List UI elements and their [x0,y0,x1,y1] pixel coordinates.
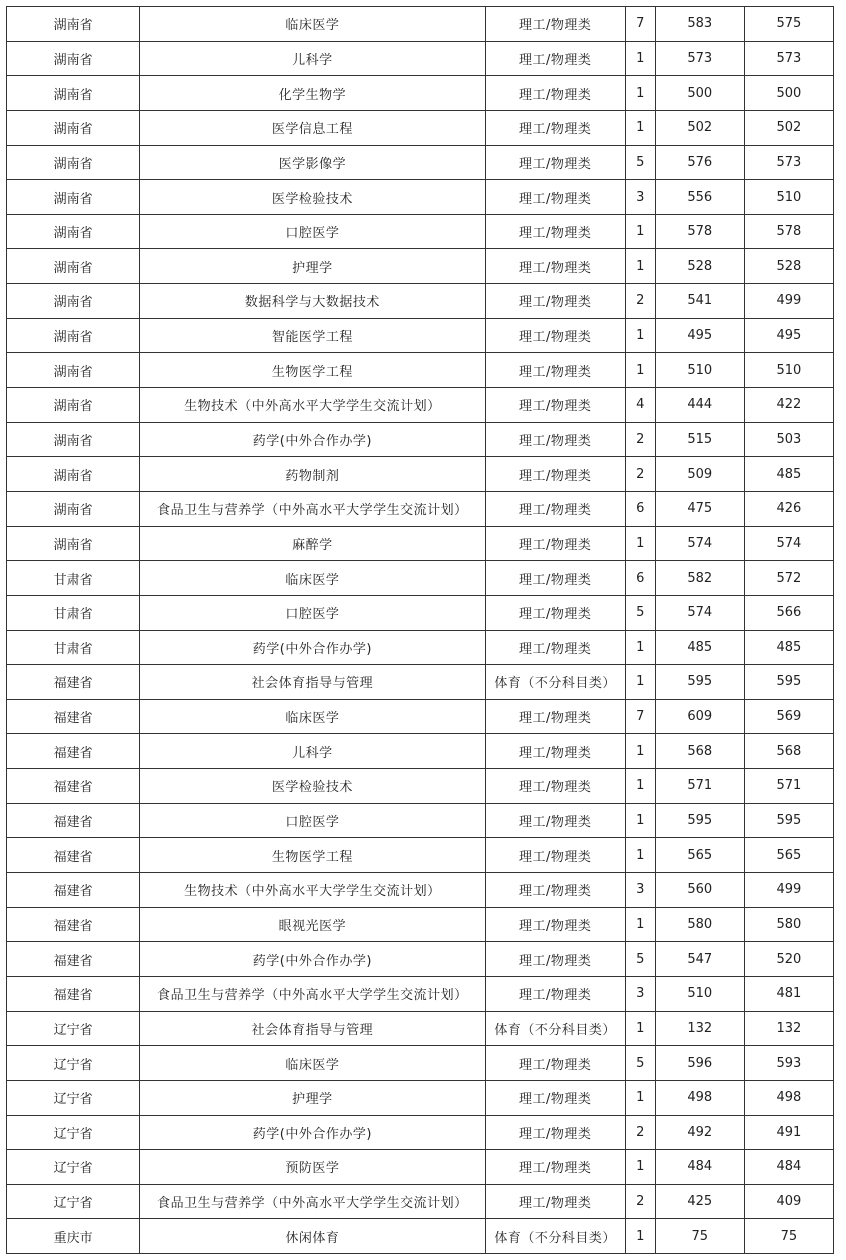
min-score-cell: 575 [744,7,833,42]
province-cell: 湖南省 [7,76,140,111]
major-cell: 口腔医学 [140,803,485,838]
enrolled-count-cell: 5 [625,942,655,977]
major-cell: 药学(中外合作办学) [140,1115,485,1150]
table-row [7,769,834,804]
enrolled-count-cell: 1 [625,665,655,700]
category-cell: 理工/物理类 [485,803,625,838]
enrolled-count-cell: 1 [625,803,655,838]
category-cell: 理工/物理类 [485,561,625,596]
max-score-cell: 556 [655,180,744,215]
major-cell: 化学生物学 [140,76,485,111]
admission-scores-table [6,6,834,1254]
enrolled-count-cell: 1 [625,734,655,769]
max-score-cell: 574 [655,526,744,561]
major-cell: 医学影像学 [140,145,485,180]
max-score-cell: 560 [655,873,744,908]
max-score-cell: 484 [655,1150,744,1185]
table-row [7,630,834,665]
table-row [7,41,834,76]
min-score-cell: 503 [744,422,833,457]
table-row [7,803,834,838]
max-score-cell: 515 [655,422,744,457]
major-cell: 临床医学 [140,1046,485,1081]
major-cell: 生物医学工程 [140,353,485,388]
province-cell: 辽宁省 [7,1115,140,1150]
min-score-cell: 510 [744,353,833,388]
category-cell: 理工/物理类 [485,180,625,215]
min-score-cell: 574 [744,526,833,561]
min-score-cell: 75 [744,1219,833,1254]
province-cell: 湖南省 [7,526,140,561]
max-score-cell: 485 [655,630,744,665]
max-score-cell: 510 [655,353,744,388]
major-cell: 休闲体育 [140,1219,485,1254]
min-score-cell: 565 [744,838,833,873]
category-cell: 理工/物理类 [485,838,625,873]
category-cell: 理工/物理类 [485,110,625,145]
province-cell: 湖南省 [7,7,140,42]
category-cell: 理工/物理类 [485,1046,625,1081]
max-score-cell: 541 [655,284,744,319]
category-cell: 理工/物理类 [485,7,625,42]
province-cell: 福建省 [7,734,140,769]
category-cell: 理工/物理类 [485,907,625,942]
province-cell: 湖南省 [7,41,140,76]
province-cell: 福建省 [7,976,140,1011]
min-score-cell: 491 [744,1115,833,1150]
major-cell: 药学(中外合作办学) [140,422,485,457]
enrolled-count-cell: 5 [625,595,655,630]
table-row [7,388,834,423]
min-score-cell: 510 [744,180,833,215]
enrolled-count-cell: 3 [625,180,655,215]
max-score-cell: 425 [655,1184,744,1219]
major-cell: 生物医学工程 [140,838,485,873]
province-cell: 重庆市 [7,1219,140,1254]
min-score-cell: 573 [744,41,833,76]
category-cell: 理工/物理类 [485,976,625,1011]
max-score-cell: 495 [655,318,744,353]
table-row [7,7,834,42]
min-score-cell: 132 [744,1011,833,1046]
table-row [7,145,834,180]
max-score-cell: 609 [655,699,744,734]
category-cell: 理工/物理类 [485,1184,625,1219]
table-row [7,1184,834,1219]
min-score-cell: 499 [744,873,833,908]
major-cell: 临床医学 [140,7,485,42]
category-cell: 理工/物理类 [485,1080,625,1115]
enrolled-count-cell: 1 [625,907,655,942]
table-row [7,1219,834,1254]
max-score-cell: 510 [655,976,744,1011]
category-cell: 理工/物理类 [485,284,625,319]
min-score-cell: 426 [744,491,833,526]
province-cell: 湖南省 [7,388,140,423]
province-cell: 福建省 [7,838,140,873]
table-body [7,7,834,1254]
max-score-cell: 492 [655,1115,744,1150]
table-row [7,665,834,700]
enrolled-count-cell: 2 [625,457,655,492]
major-cell: 临床医学 [140,699,485,734]
category-cell: 理工/物理类 [485,734,625,769]
max-score-cell: 574 [655,595,744,630]
major-cell: 药物制剂 [140,457,485,492]
major-cell: 预防医学 [140,1150,485,1185]
enrolled-count-cell: 1 [625,1011,655,1046]
enrolled-count-cell: 1 [625,214,655,249]
enrolled-count-cell: 1 [625,769,655,804]
category-cell: 理工/物理类 [485,1115,625,1150]
enrolled-count-cell: 1 [625,76,655,111]
major-cell: 医学信息工程 [140,110,485,145]
table-row [7,526,834,561]
province-cell: 湖南省 [7,422,140,457]
category-cell: 理工/物理类 [485,769,625,804]
table-row [7,561,834,596]
enrolled-count-cell: 6 [625,491,655,526]
province-cell: 辽宁省 [7,1080,140,1115]
province-cell: 湖南省 [7,353,140,388]
major-cell: 食品卫生与营养学（中外高水平大学学生交流计划） [140,976,485,1011]
table-row [7,76,834,111]
major-cell: 生物技术（中外高水平大学学生交流计划） [140,873,485,908]
min-score-cell: 566 [744,595,833,630]
province-cell: 湖南省 [7,180,140,215]
min-score-cell: 520 [744,942,833,977]
category-cell: 理工/物理类 [485,422,625,457]
min-score-cell: 572 [744,561,833,596]
major-cell: 儿科学 [140,734,485,769]
province-cell: 湖南省 [7,145,140,180]
province-cell: 福建省 [7,803,140,838]
max-score-cell: 578 [655,214,744,249]
table-row [7,1046,834,1081]
max-score-cell: 595 [655,665,744,700]
enrolled-count-cell: 7 [625,7,655,42]
province-cell: 福建省 [7,907,140,942]
min-score-cell: 595 [744,665,833,700]
enrolled-count-cell: 1 [625,526,655,561]
province-cell: 辽宁省 [7,1046,140,1081]
enrolled-count-cell: 1 [625,1150,655,1185]
category-cell: 理工/物理类 [485,942,625,977]
major-cell: 护理学 [140,1080,485,1115]
province-cell: 甘肃省 [7,595,140,630]
category-cell: 理工/物理类 [485,457,625,492]
table-row [7,1115,834,1150]
category-cell: 体育（不分科目类） [485,1011,625,1046]
enrolled-count-cell: 3 [625,873,655,908]
table-row [7,942,834,977]
min-score-cell: 593 [744,1046,833,1081]
province-cell: 湖南省 [7,491,140,526]
province-cell: 湖南省 [7,249,140,284]
province-cell: 湖南省 [7,284,140,319]
table-row [7,976,834,1011]
province-cell: 湖南省 [7,110,140,145]
major-cell: 食品卫生与营养学（中外高水平大学学生交流计划） [140,1184,485,1219]
max-score-cell: 528 [655,249,744,284]
max-score-cell: 582 [655,561,744,596]
enrolled-count-cell: 5 [625,1046,655,1081]
province-cell: 湖南省 [7,318,140,353]
max-score-cell: 565 [655,838,744,873]
enrolled-count-cell: 2 [625,422,655,457]
major-cell: 药学(中外合作办学) [140,942,485,977]
max-score-cell: 75 [655,1219,744,1254]
category-cell: 理工/物理类 [485,699,625,734]
enrolled-count-cell: 4 [625,388,655,423]
enrolled-count-cell: 2 [625,284,655,319]
major-cell: 医学检验技术 [140,180,485,215]
category-cell: 体育（不分科目类） [485,665,625,700]
major-cell: 数据科学与大数据技术 [140,284,485,319]
major-cell: 口腔医学 [140,595,485,630]
enrolled-count-cell: 1 [625,1080,655,1115]
table-row [7,873,834,908]
major-cell: 儿科学 [140,41,485,76]
major-cell: 药学(中外合作办学) [140,630,485,665]
enrolled-count-cell: 2 [625,1115,655,1150]
category-cell: 理工/物理类 [485,873,625,908]
max-score-cell: 475 [655,491,744,526]
max-score-cell: 502 [655,110,744,145]
min-score-cell: 578 [744,214,833,249]
enrolled-count-cell: 1 [625,630,655,665]
table-row [7,180,834,215]
table-row [7,353,834,388]
min-score-cell: 571 [744,769,833,804]
category-cell: 理工/物理类 [485,318,625,353]
enrolled-count-cell: 1 [625,1219,655,1254]
enrolled-count-cell: 3 [625,976,655,1011]
min-score-cell: 485 [744,630,833,665]
category-cell: 理工/物理类 [485,353,625,388]
min-score-cell: 568 [744,734,833,769]
category-cell: 理工/物理类 [485,388,625,423]
max-score-cell: 568 [655,734,744,769]
province-cell: 福建省 [7,665,140,700]
table-row [7,457,834,492]
category-cell: 理工/物理类 [485,214,625,249]
max-score-cell: 571 [655,769,744,804]
major-cell: 麻醉学 [140,526,485,561]
province-cell: 辽宁省 [7,1184,140,1219]
table-row [7,491,834,526]
category-cell: 理工/物理类 [485,41,625,76]
table-row [7,699,834,734]
table-row [7,595,834,630]
min-score-cell: 500 [744,76,833,111]
max-score-cell: 576 [655,145,744,180]
min-score-cell: 573 [744,145,833,180]
major-cell: 社会体育指导与管理 [140,665,485,700]
max-score-cell: 583 [655,7,744,42]
province-cell: 福建省 [7,942,140,977]
province-cell: 甘肃省 [7,630,140,665]
table-row [7,214,834,249]
major-cell: 社会体育指导与管理 [140,1011,485,1046]
major-cell: 医学检验技术 [140,769,485,804]
major-cell: 临床医学 [140,561,485,596]
major-cell: 食品卫生与营养学（中外高水平大学学生交流计划） [140,491,485,526]
province-cell: 福建省 [7,769,140,804]
table-row [7,734,834,769]
min-score-cell: 484 [744,1150,833,1185]
min-score-cell: 481 [744,976,833,1011]
table-row [7,907,834,942]
province-cell: 湖南省 [7,214,140,249]
min-score-cell: 569 [744,699,833,734]
category-cell: 理工/物理类 [485,1150,625,1185]
enrolled-count-cell: 1 [625,41,655,76]
category-cell: 理工/物理类 [485,526,625,561]
admission-scores-table-wrapper [6,6,834,1254]
major-cell: 生物技术（中外高水平大学学生交流计划） [140,388,485,423]
min-score-cell: 409 [744,1184,833,1219]
table-row [7,1150,834,1185]
table-row [7,110,834,145]
min-score-cell: 495 [744,318,833,353]
province-cell: 湖南省 [7,457,140,492]
category-cell: 理工/物理类 [485,249,625,284]
min-score-cell: 422 [744,388,833,423]
table-row [7,284,834,319]
enrolled-count-cell: 1 [625,353,655,388]
min-score-cell: 580 [744,907,833,942]
max-score-cell: 498 [655,1080,744,1115]
max-score-cell: 547 [655,942,744,977]
major-cell: 护理学 [140,249,485,284]
province-cell: 辽宁省 [7,1011,140,1046]
category-cell: 理工/物理类 [485,76,625,111]
max-score-cell: 595 [655,803,744,838]
major-cell: 口腔医学 [140,214,485,249]
enrolled-count-cell: 2 [625,1184,655,1219]
enrolled-count-cell: 1 [625,110,655,145]
min-score-cell: 498 [744,1080,833,1115]
table-row [7,838,834,873]
enrolled-count-cell: 5 [625,145,655,180]
enrolled-count-cell: 1 [625,318,655,353]
enrolled-count-cell: 7 [625,699,655,734]
province-cell: 辽宁省 [7,1150,140,1185]
max-score-cell: 500 [655,76,744,111]
category-cell: 理工/物理类 [485,630,625,665]
enrolled-count-cell: 6 [625,561,655,596]
max-score-cell: 132 [655,1011,744,1046]
max-score-cell: 509 [655,457,744,492]
category-cell: 理工/物理类 [485,491,625,526]
table-row [7,318,834,353]
province-cell: 甘肃省 [7,561,140,596]
min-score-cell: 502 [744,110,833,145]
max-score-cell: 596 [655,1046,744,1081]
province-cell: 福建省 [7,873,140,908]
table-row [7,1080,834,1115]
min-score-cell: 595 [744,803,833,838]
province-cell: 福建省 [7,699,140,734]
table-row [7,1011,834,1046]
max-score-cell: 580 [655,907,744,942]
table-row [7,422,834,457]
major-cell: 眼视光医学 [140,907,485,942]
enrolled-count-cell: 1 [625,838,655,873]
category-cell: 理工/物理类 [485,145,625,180]
min-score-cell: 485 [744,457,833,492]
category-cell: 体育（不分科目类） [485,1219,625,1254]
max-score-cell: 444 [655,388,744,423]
major-cell: 智能医学工程 [140,318,485,353]
category-cell: 理工/物理类 [485,595,625,630]
min-score-cell: 499 [744,284,833,319]
table-row [7,249,834,284]
enrolled-count-cell: 1 [625,249,655,284]
max-score-cell: 573 [655,41,744,76]
min-score-cell: 528 [744,249,833,284]
